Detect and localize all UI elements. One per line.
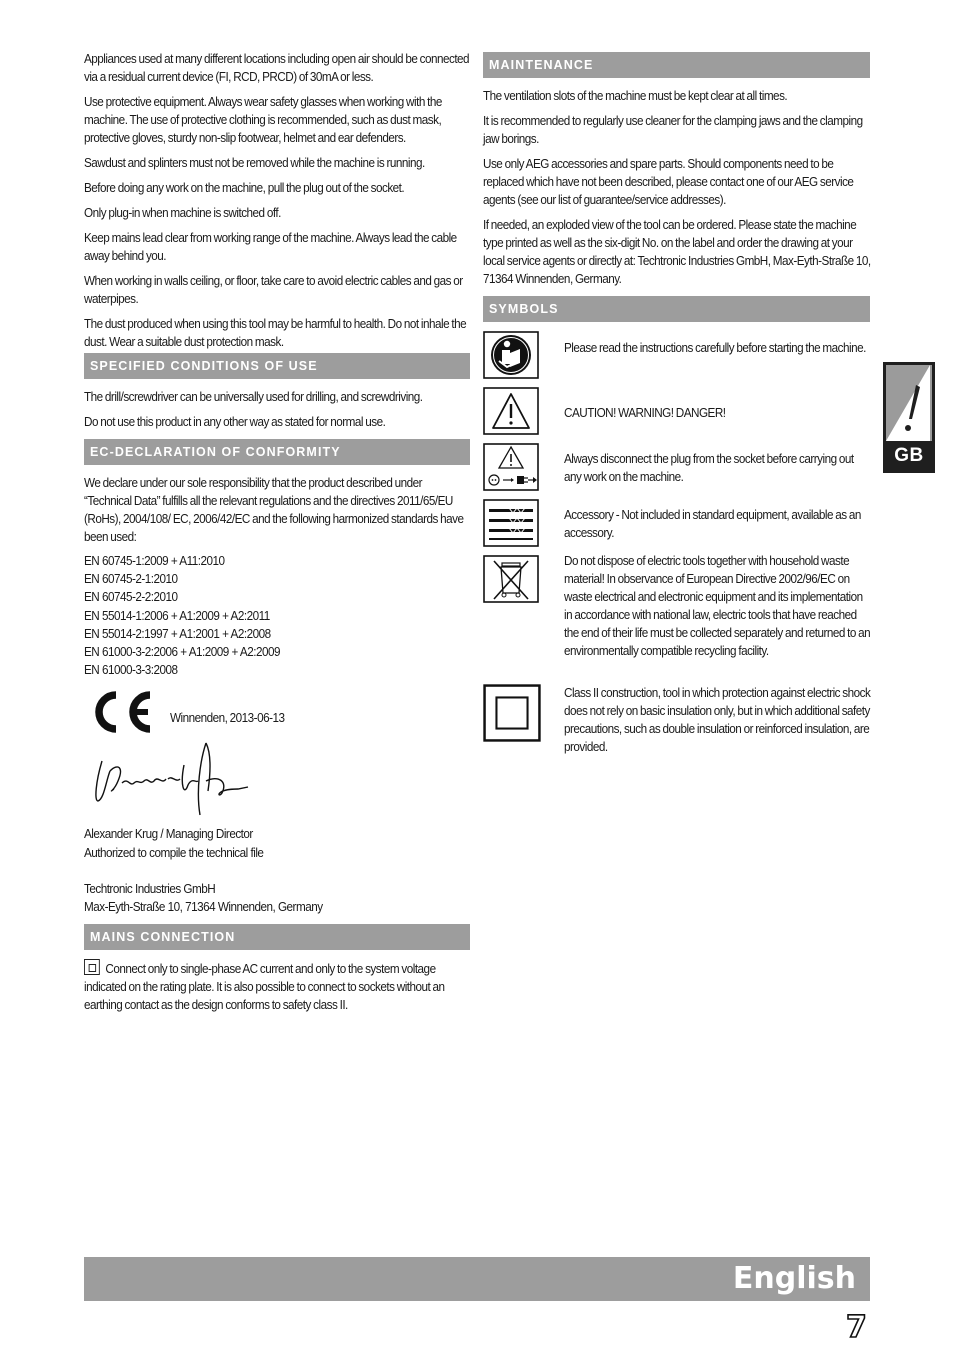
section-heading-mains-connection: MAINS CONNECTION (84, 924, 470, 950)
paragraph: Use only AEG accessories and spare parts. Should components need to be replaced which have not been described, please contact one of our AEG service agents (see our list of guarantee/service addresses). (483, 157, 854, 207)
tab-label: GB (894, 445, 924, 466)
section-heading-maintenance: MAINTENANCE (483, 52, 870, 78)
standard-item: EN 61000-3-2:2006 + A1:2009 + A2:2009 (84, 645, 280, 660)
paragraph: Only plug-in when machine is switched off. (84, 206, 281, 220)
paragraph: Sawdust and splinters must not be removed while the machine is running. (84, 156, 425, 170)
paragraph: When working in walls ceiling, or floor, take care to avoid electric cables and gas or waterpipes. (84, 274, 463, 306)
paragraph: Do not use this product in any other way as stated for normal use. (84, 415, 386, 429)
footer-bar (84, 1257, 870, 1301)
standard-item: EN 55014-2:1997 + A1:2001 + A2:2008 (84, 626, 271, 641)
paragraph: The drill/screwdriver can be universally used for drilling, and screwdriving. (84, 390, 423, 404)
right-column (483, 52, 871, 754)
mains-paragraph (84, 959, 472, 1014)
paragraph: If needed, an exploded view of the tool can be ordered. Please state the machine type printed as well as the six-digit No. on the label and order the drawing at your local service agents or directly at: Techtronic Industries GmbH, Max-Eyth-Straße 10, 71364 Winnenden, Germany. (483, 218, 871, 286)
class-ii-icon (483, 684, 541, 742)
symbol-text: Accessory - Not included in standard equipment, available as an accessory. (564, 508, 861, 540)
exclamation-icon (886, 365, 932, 441)
left-column (84, 50, 470, 1021)
standard-item: EN 55014-1:2006 + A1:2009 + A2:2011 (84, 608, 270, 623)
signer-block (84, 825, 470, 916)
symbol-text: Class II construction, tool in which protection against electric shock does not rely on basic insulation only, but in which additional safety precautions, such as double insulation or reinforced insulation, are provided. (564, 686, 871, 754)
footer-language: English (732, 1261, 856, 1296)
paragraph: Keep mains lead clear from working range of the machine. Always lead the cable away behind you. (84, 231, 457, 263)
accessory-icon (483, 499, 539, 547)
crossed-bin-icon (483, 555, 539, 603)
symbol-text: Do not dispose of electric tools together with household waste material! In observance of European Directive 2002/96/EC on waste electrical and electronic equipment and its implementation in accordance with national law, electric tools that have reached the end of their life must be collected separately and returned to an environmentally compatible recycling facility. (564, 554, 871, 658)
paragraph: The dust produced when using this tool may be harmful to health. Do not inhale the dust. Wear a suitable dust protection mask. (84, 317, 467, 349)
symbol-text: Always disconnect the plug from the socket before carrying out any work on the machine. (564, 452, 854, 484)
language-tab (883, 362, 935, 473)
signer-line: Alexander Krug / Managing Director (84, 827, 253, 842)
section-heading-symbols: SYMBOLS (483, 296, 870, 322)
paragraph: Appliances used at many different locations including open air should be connected via a residual current device (FI, RCD, PRCD) of 30mA or less. (84, 52, 470, 84)
signer-line: Authorized to compile the technical file (84, 845, 264, 860)
symbol-text: CAUTION! WARNING! DANGER! (564, 406, 726, 420)
paragraph: It is recommended to regularly use cleaner for the clamping jaws and the clamping jaw borings. (483, 114, 863, 146)
standard-item: EN 60745-2-1:2010 (84, 572, 178, 587)
ce-mark-icon (88, 689, 154, 735)
disconnect-plug-icon (483, 443, 539, 491)
page-number: 7 (846, 1310, 868, 1345)
standard-item: EN 60745-2-2:2010 (84, 590, 178, 605)
paragraph: The ventilation slots of the machine must be kept clear at all times. (483, 89, 788, 103)
read-manual-icon (483, 331, 539, 379)
mains-text: Connect only to single-phase AC current and only to the system voltage indicated on the rating plate. It is also possible to connect to sockets without an earthing contact as the design conforms to safety class II. (84, 962, 445, 1013)
signature (88, 741, 258, 821)
standard-item: EN 61000-3-3:2008 (84, 663, 178, 678)
warning-triangle-icon (483, 387, 539, 435)
company-line: Max-Eyth-Straße 10, 71364 Winnenden, Germany (84, 900, 323, 915)
paragraph: Before doing any work on the machine, pull the plug out of the socket. (84, 181, 405, 195)
warning-tab-panel (886, 365, 932, 441)
section-heading-ec-declaration: EC-DECLARATION OF CONFORMITY (84, 439, 470, 465)
paragraph: We declare under our sole responsibility that the product described under “Technical Data” fulfills all the relevant regulations and the directives 2011/65/EU (RoHs), 2004/108/ EC, 2006/42/EC and the following harmonized standards have been used: (84, 476, 464, 544)
company-line: Techtronic Industries GmbH (84, 881, 216, 896)
standard-item: EN 60745-1:2009 + A11:2010 (84, 554, 225, 568)
paragraph: Use protective equipment. Always wear safety glasses when working with the machine. The use of protective clothing is recommended, such as dust mask, protective gloves, sturdy non-slip footwear, helmet and ear defenders. (84, 95, 442, 145)
place-date: Winnenden, 2013-06-13 (170, 711, 285, 726)
section-heading-specified-use: SPECIFIED CONDITIONS OF USE (84, 353, 470, 379)
symbol-text: Please read the instructions carefully before starting the machine. (564, 341, 866, 355)
ce-row (84, 689, 470, 739)
class-ii-small-icon (84, 959, 100, 975)
standards-list (84, 552, 470, 679)
